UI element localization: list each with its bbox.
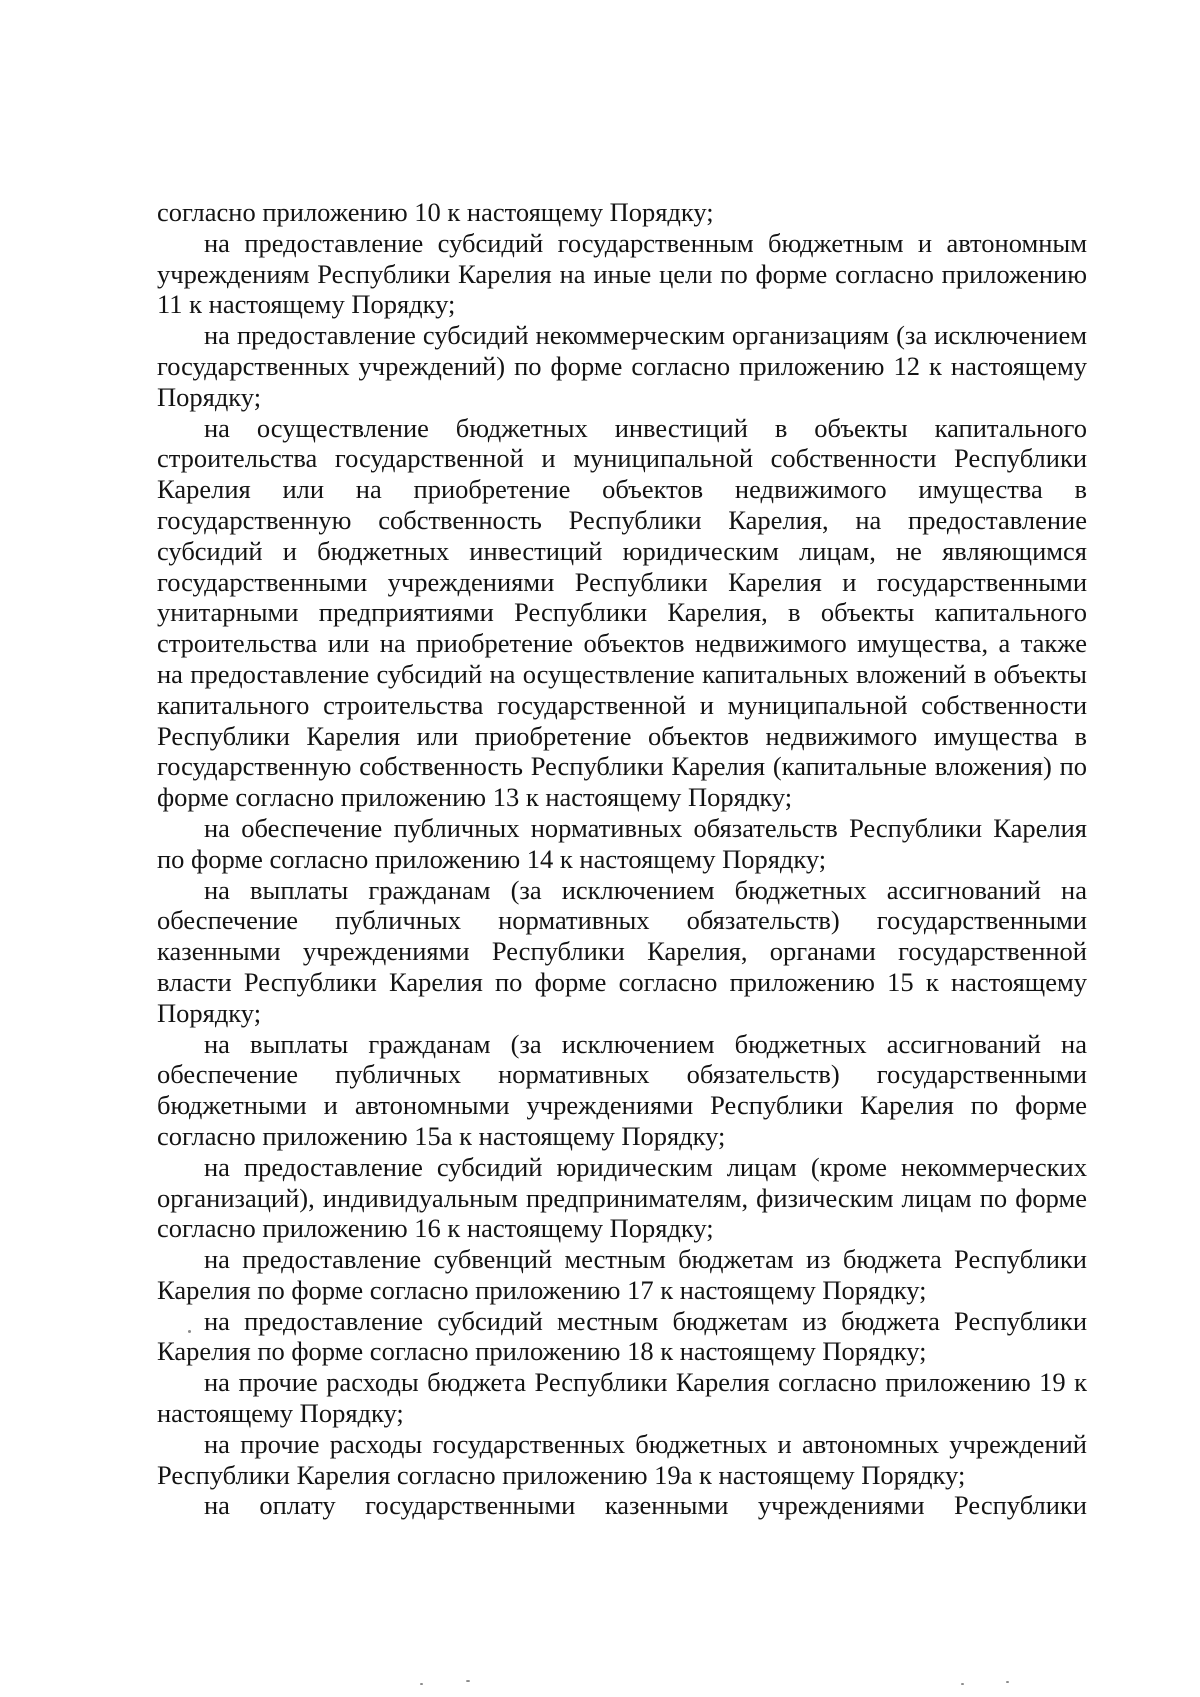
paragraph-5: на обеспечение публичных нормативных обязательств Республики Карелия по форме согласно приложению 14 к настоящему Порядку; xyxy=(157,812,1087,874)
paragraph-7: на выплаты гражданам (за исключением бюджетных ассигнований на обеспечение публичных нормативных обязательств) государственными бюджетными и автономными учреждениями Республики Карелия по форме согласно приложению 15а к настоящему Порядку; xyxy=(157,1028,1087,1151)
paragraph-10: на предоставление субсидий местным бюджетам из бюджета Республики Карелия по форме согласно приложению 18 к настоящему Порядку; xyxy=(157,1305,1087,1367)
paragraph-12: на прочие расходы государственных бюджетных и автономных учреждений Республики Карелия согласно приложению 19а к настоящему Порядку; xyxy=(157,1428,1087,1490)
scan-speck xyxy=(466,1680,470,1682)
paragraph-9: на предоставление субвенций местным бюджетам из бюджета Республики Карелия по форме согласно приложению 17 к настоящему Порядку; xyxy=(157,1244,1087,1305)
paragraph-8: на предоставление субсидий юридическим лицам (кроме некоммерческих организаций), индивидуальным предпринимателям, физическим лицам по форме согласно приложению 16 к настоящему Порядку; xyxy=(157,1151,1087,1244)
paragraph-4: на осуществление бюджетных инвестиций в объекты капитального строительства государственной и муниципальной собственности Республики Карелия или на приобретение объектов недвижимого имущества в государственную собственность Республики Карелия, на предоставление субсидий и бюджетных инвестиций юридическим лицам, не являющимся государственными учреждениями Республики Карелия и государственными унитарными предприятиями Республики Карелия, в объекты капитального строительства или на приобретение объектов недвижимого имущества, а также на предоставление субсидий на осуществление капитальных вложений в объекты капитального строительства государственной и муниципальной собственности Республики Карелия или приобретение объектов недвижимого имущества в государственную собственность Республики Карелия (капитальные вложения) по форме согласно приложению 13 к настоящему Порядку; xyxy=(157,412,1087,813)
scan-speck xyxy=(1006,1681,1009,1683)
scan-speck xyxy=(420,1683,423,1685)
paragraph-6: на выплаты гражданам (за исключением бюджетных ассигнований на обеспечение публичных нормативных обязательств) государственными казенными учреждениями Республики Карелия, органами государственной власти Республики Карелия по форме согласно приложению 15 к настоящему Порядку; xyxy=(157,874,1087,1028)
scan-speck xyxy=(188,1330,191,1333)
document-body xyxy=(157,197,1087,1521)
paragraph-13: на оплату государственными казенными учреждениями Республики xyxy=(204,1490,1087,1521)
paragraph-11: на прочие расходы бюджета Республики Карелия согласно приложению 19 к настоящему Порядку; xyxy=(157,1367,1087,1429)
paragraph-3: на предоставление субсидий некоммерческим организациям (за исключением государственных учреждений) по форме согласно приложению 12 к настоящему Порядку; xyxy=(157,320,1087,412)
paragraph-1: согласно приложению 10 к настоящему Порядку; xyxy=(157,197,714,227)
paragraph-2: на предоставление субсидий государственным бюджетным и автономным учреждениям Республики Карелия на иные цели по форме согласно приложению 11 к настоящему Порядку; xyxy=(157,227,1087,320)
scan-speck xyxy=(961,1683,964,1685)
